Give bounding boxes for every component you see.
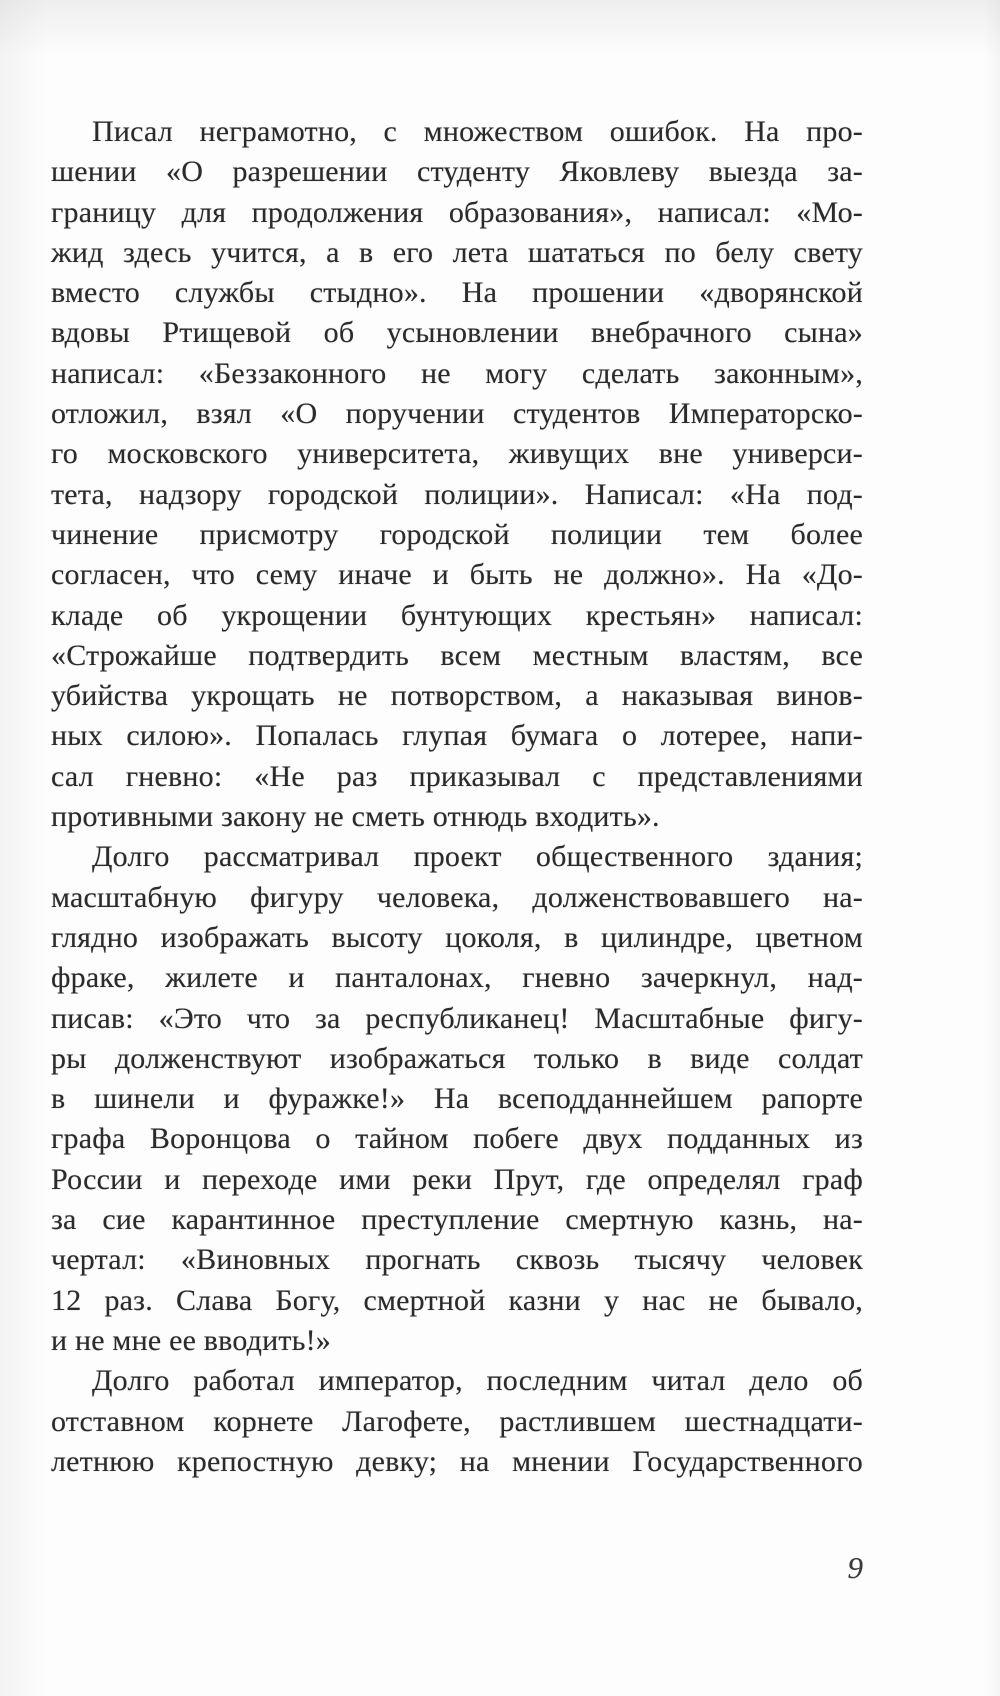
text-line: вдовы Ртищевой об усыновлении внебрачного сына»	[51, 316, 863, 350]
text-line: и не мне ее вводить!»	[51, 1323, 331, 1357]
text-line: 12 раз. Слава Богу, смертной казни у нас не бывало,	[51, 1283, 863, 1317]
text-line: масштабную фигуру человека, долженствовавшего на-	[51, 880, 863, 914]
text-block	[51, 112, 863, 1482]
text-line: убийства укрощать не потворством, а наказывая винов-	[51, 679, 863, 713]
text-line: согласен, что сему иначе и быть не должно». На «До-	[51, 558, 863, 592]
text-line: ных силою». Попалась глупая бумага о лотерее, напи-	[51, 719, 863, 753]
text-line: за сие карантинное преступление смертную казнь, на-	[51, 1203, 863, 1237]
text-line: сал гневно: «Не раз приказывал с представлениями	[51, 759, 863, 793]
text-line: Писал неграмотно, с множеством ошибок. На про-	[92, 115, 863, 148]
text-line: го московского университета, живущих вне универси-	[51, 437, 863, 471]
text-line: в шинели и фуражке!» На всеподданнейшем рапорте	[51, 1082, 863, 1116]
text-line: отложил, взял «О поручении студентов Императорско-	[51, 397, 863, 431]
text-line: границу для продолжения образования», написал: «Мо-	[51, 195, 863, 229]
text-line: Долго работал император, последним читал дело об	[92, 1364, 863, 1398]
text-line: шении «О разрешении студенту Яковлеву выезда за-	[51, 155, 863, 189]
text-line: вместо службы стыдно». На прошении «дворянской	[51, 276, 863, 310]
text-line: Долго рассматривал проект общественного здания;	[92, 840, 863, 874]
text-line: чинение присмотру городской полиции тем более	[51, 517, 863, 551]
text-line: «Строжайше подтвердить всем местным властям, все	[51, 638, 863, 672]
text-line: писав: «Это что за республиканец! Масштабные фигу-	[51, 1001, 863, 1035]
text-line: жид здесь учится, а в его лета шататься по белу свету	[51, 235, 863, 269]
text-line: тета, надзору городской полиции». Написал: «На под-	[51, 477, 863, 511]
paragraph	[51, 112, 863, 837]
page-number: 9	[847, 1550, 863, 1585]
text-line: ры долженствуют изображаться только в виде солдат	[51, 1041, 863, 1075]
text-line: графа Воронцова о тайном побеге двух подданных из	[51, 1122, 863, 1156]
text-line: глядно изображать высоту цоколя, в цилиндре, цветном	[51, 920, 863, 954]
text-line: России и переходе ими реки Прут, где определял граф	[51, 1162, 863, 1196]
paragraph	[51, 837, 863, 1361]
text-line: отставном корнете Лагофете, растлившем шестнадцати-	[51, 1404, 863, 1438]
text-line: фраке, жилете и панталонах, гневно зачеркнул, над-	[51, 961, 863, 995]
text-line: кладе об укрощении бунтующих крестьян» написал:	[51, 598, 863, 632]
text-line: чертал: «Виновных прогнать сквозь тысячу человек	[51, 1243, 863, 1277]
paragraph	[51, 1361, 863, 1482]
text-line: летнюю крепостную девку; на мнении Государственного	[51, 1444, 863, 1478]
text-line: противными закону не сметь отнюдь входить».	[51, 800, 660, 834]
text-line: написал: «Беззаконного не могу сделать законным»,	[51, 356, 863, 390]
